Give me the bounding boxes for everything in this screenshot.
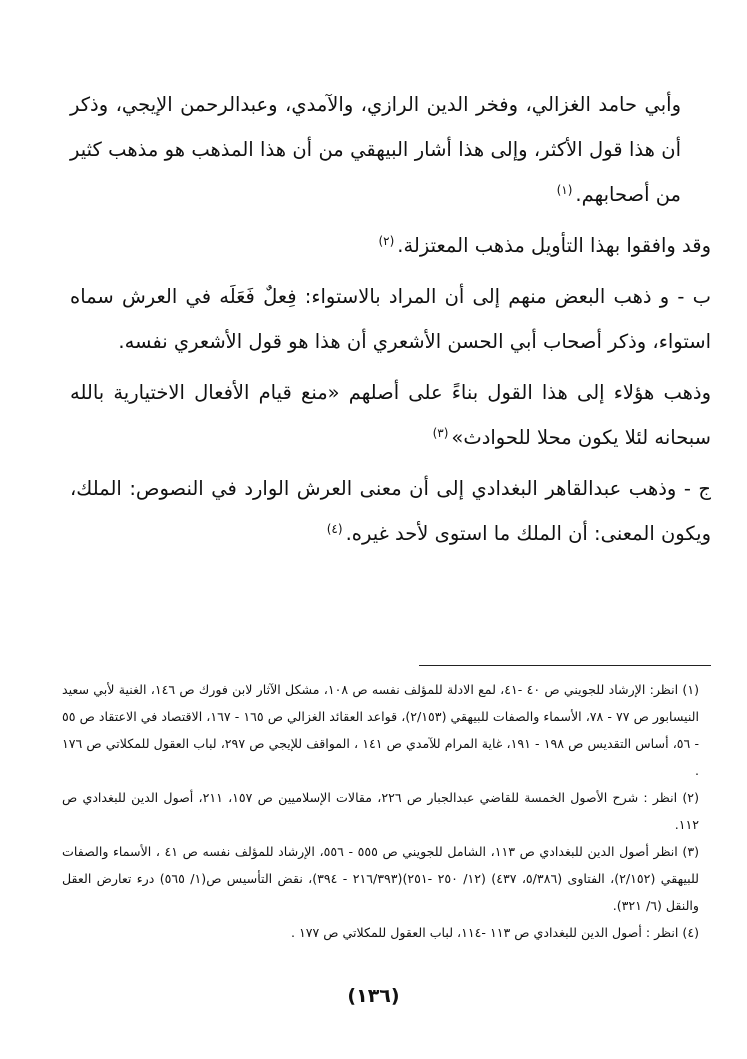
footnote-3: (٣) انظر أصول الدين للبغدادي ص ١١٣، الشامل للجويني ص ٥٥٥ - ٥٥٦، الإرشاد للمؤلف نفسه ص ٤١ ، الأسماء والصفات للبيهقي (٢/١٥٢)، الفتاوى (٥/٣٨٦، ٤٣٧) (١٢/ ٢٥٠ -٢٥١)(٢١٦/٣٩٣ - ٣٩٤)، نقض التأسيس ص(١/ ٥٦٥) درء تعارض العقل والنقل (٦/ ٣٢١). (62, 844, 699, 913)
footnote-2: (٢) انظر : شرح الأصول الخمسة للقاضي عبدالجبار ص ٢٢٦، مقالات الإسلاميين ص ١٥٧، ٢١١، أصول الدين للبغدادي ص ١١٢. (62, 790, 699, 832)
paragraph-text: وذهب هؤلاء إلى هذا القول بناءً على أصلهم «منع قيام الأفعال الاختيارية بالله سبحانه لئلا يكون محلا للحوادث» (70, 381, 711, 449)
paragraph (70, 223, 711, 268)
main-text (70, 82, 711, 562)
footnote-1: (١) انظر: الإرشاد للجويني ص ٤٠ -٤١، لمع الادلة للمؤلف نفسه ص ١٠٨، مشكل الآثار لابن فورك ص ١٤٦، الغنية لأبي سعيد النيسابور ص ٧٧ - ٧٨، الأسماء والصفات للبيهقي (٢/١٥٣)، قواعد العقائد الغزالي ص ١٦٥ - ١٦٧، الاقتصاد في الاعتقاد ص ٥٥ - ٥٦، أساس التقديس ص ١٩٨ - ١٩١، غاية المرام للآمدي ص ١٤١ ، المواقف للإيجي ص ٢٩٧، لباب العقول للمكلاتي ص ١٧٦ . (62, 682, 699, 778)
page-number: (١٣٦) (347, 985, 400, 1007)
paragraph (70, 82, 711, 217)
paragraph-text: وقد وافقوا بهذا التأويل مذهب المعتزلة. (397, 234, 711, 257)
footnotes (62, 676, 711, 946)
paragraph-text: ب - و ذهب البعض منهم إلى أن المراد بالاستواء: فِعلٌ فَعَلَه في العرش سماه استواء، وذكر أصحاب أبي الحسن الأشعري أن هذا هو قول الأشعري نفسه. (70, 285, 711, 353)
footnote-ref-3: (٣) (432, 425, 449, 440)
paragraph-text: وأبي حامد الغزالي، وفخر الدين الرازي، والآمدي، وعبدالرحمن الإيجي، وذكر أن هذا قول الأكثر، وإلى هذا أشار البيهقي من أن هذا المذهب هو مذهب كثير من أصحابهم. (70, 93, 681, 206)
footnote-divider (419, 665, 711, 666)
footnote-ref-2: (٢) (378, 233, 395, 248)
paragraph-item-b (70, 274, 711, 364)
footnote-ref-4: (٤) (326, 521, 343, 536)
footnote-ref-1: (١) (556, 182, 573, 197)
paragraph-text: ج - وذهب عبدالقاهر البغدادي إلى أن معنى العرش الوارد في النصوص: الملك، ويكون المعنى: أن الملك ما استوى لأحد غيره. (70, 477, 711, 545)
paragraph-item-c (70, 466, 711, 556)
footnote-4: (٤) انظر : أصول الدين للبغدادي ص ١١٣ -١١٤، لباب العقول للمكلاتي ص ١٧٧ . (290, 925, 699, 940)
paragraph (70, 370, 711, 460)
